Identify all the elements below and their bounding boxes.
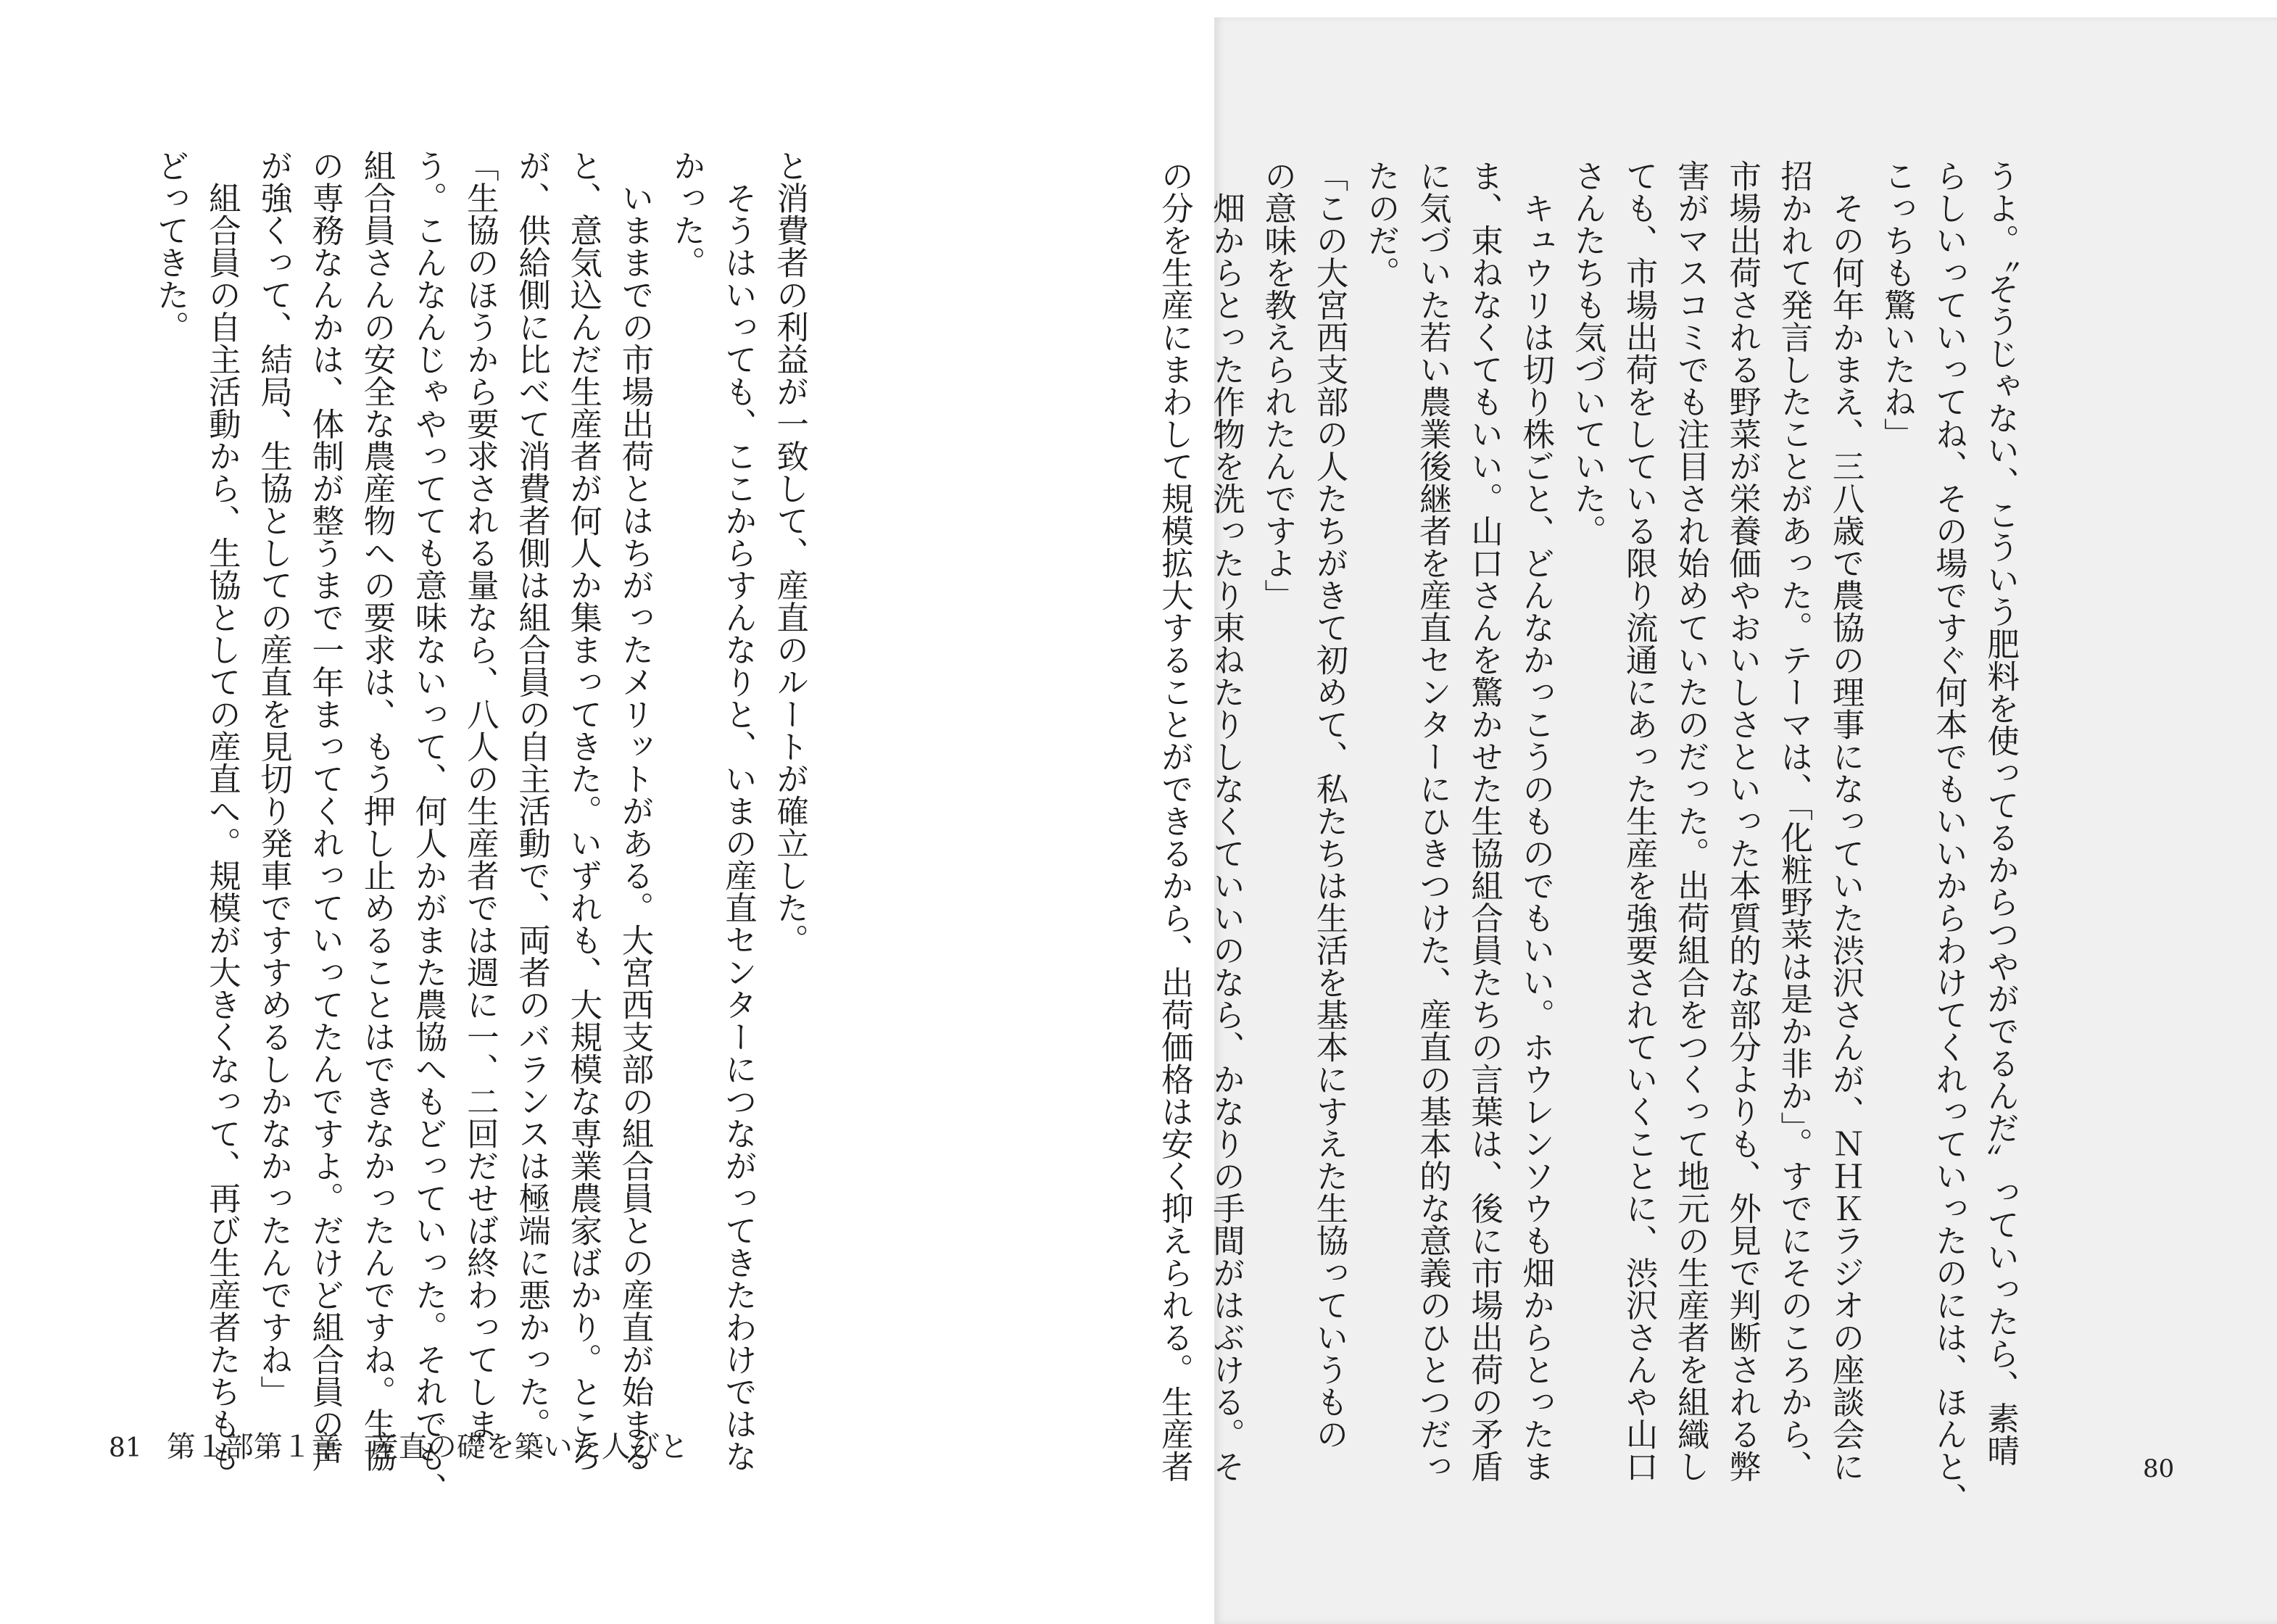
left-paragraph-2: そうはいっても、ここからすんなりと、いまの産直センターにつながってきたわけではな かった。 xyxy=(668,149,757,1472)
left-paragraph-1: と消費者の利益が一致して、産直のルートが確立した。 xyxy=(771,149,808,956)
right-paragraph-5: 畑からとった作物を洗ったり束ねたりしなくていいのなら、かなりの手間がはぶける。そ の分を生産にまわして規模拡大することができるから、出荷価格は安く抑えられる。生産者 xyxy=(1156,160,1245,1483)
right-paragraph-3: キュウリは切り株ごと、どんなかっこうのものでもいい。ホウレンソウも畑からとったま ま、束ねなくてもいい。山口さんを驚かせた生協組合員たちの言葉は、後に市場出荷の矛盾 に気づいた若い農業後継者を産直センターにひきつけた、産直の基本的な意義のひとつだっ たのだ。 xyxy=(1362,160,1554,1483)
right-page-body xyxy=(1045,160,2129,1515)
right-paragraph-1: うよ。〝そうじゃない、こういう肥料を使ってるからつやがでるんだ〟っていったら、素晴 らしいっていってね、その場ですぐ何本でもいいからわけてくれっていったのには、ほんと、 こっちも驚いたね」 xyxy=(1878,160,2019,1515)
right-page-number: 80 xyxy=(2143,1454,2175,1483)
left-paragraph-4: 「生協のほうから要求される量なら、八人の生産者では週に一、二回だせば終わってしま う。こんなんじゃやってても意味ないって、何人かがまた農協へもどっていった。それでも、 組合員さんの安全な農産物への要求は、もう押し止めることはできなかったんですね。生協 の専務なんかは、体制が整うまで一年まってくれっていってたんですよ。だけど組合員の声 が強くって、結局、生協としての産直を見切り発車ですすめるしかなかったんですね」 xyxy=(254,149,499,1504)
left-page-footer xyxy=(109,1427,689,1469)
right-page xyxy=(1156,17,2277,1624)
right-paragraph-2: その何年かまえ、三八歳で農協の理事になっていた渋沢さんが、ＮＨＫラジオの座談会に 招かれて発言したことがあった。テーマは、「化粧野菜は是か非か」。すでにそのころから、 市場出荷される野菜が栄養価やおいしさといった本質的な部分よりも、外見で判断される弊 害がマスコミでも注目され始めていたのだった。出荷組合をつくって地元の生産者を組織し ても、市場出荷をしている限り流通にあった生産を強要されていくことに、渋沢さんや山口 さんたちも気づいていた。 xyxy=(1568,160,1864,1483)
right-paragraph-4: 「この大宮西支部の人たちがきて初めて、私たちは生活を基本にすえた生協っていうもの の意味を教えられたんですよ」 xyxy=(1258,160,1348,1450)
running-title: 第１部第１章 産直の礎を築いた人びと xyxy=(166,1430,689,1464)
left-paragraph-5: 組合員の自主活動から、生協としての産直へ。規模が大きくなって、再び生産者たちもも どってきた。 xyxy=(152,149,241,1472)
left-page xyxy=(0,0,1066,1624)
left-page-number: 81 xyxy=(109,1433,142,1463)
left-paragraph-3: いままでの市場出荷とはちがったメリットがある。大宮西支部の組合員との産直が始まる と、意気込んだ生産者が何人か集まってきた。いずれも、大規模な専業農家ばかり。ところ が、供給側に比べて消費者側は組合員の自主活動で、両者のバランスは極端に悪かった。 xyxy=(513,149,653,1472)
